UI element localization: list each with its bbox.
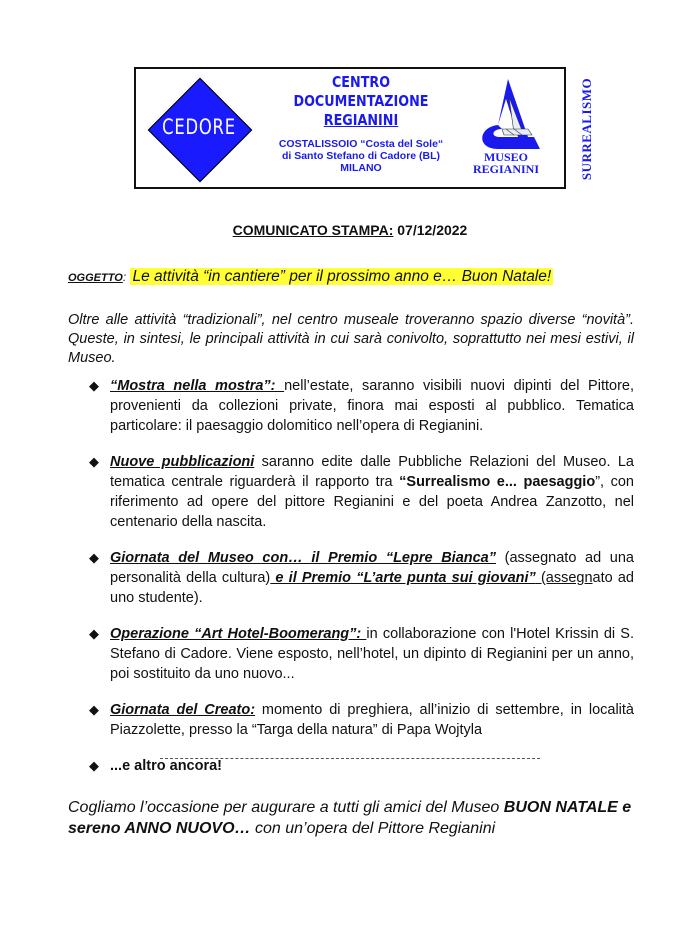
- item-lead-2: e il Premio “L’arte punta sui giovani”: [270, 570, 536, 586]
- diamond-bullet-icon: ◆: [89, 626, 99, 641]
- diamond-bullet-icon: ◆: [89, 758, 99, 773]
- list-item-giornata-creato: [88, 700, 634, 740]
- item-lead: Giornata del Museo con… il Premio “Lepre Bianca”: [110, 550, 496, 566]
- item-lead: Nuove pubblicazioni: [110, 454, 255, 470]
- list-item-pubblicazioni: [88, 452, 634, 532]
- address-line-1: COSTALISSOIO “Costa del Sole“: [278, 138, 444, 150]
- press-release-date: 07/12/2022: [397, 222, 468, 238]
- item-bold-text: ...e altro ancora!: [110, 758, 223, 774]
- closing-paragraph: [68, 797, 638, 839]
- dashed-divider: [160, 758, 540, 759]
- diamond-bullet-icon: ◆: [89, 378, 99, 393]
- item-underlined-text: (assegn: [535, 570, 593, 586]
- item-text: in collaborazione con l'Hotel Krissin di S. Stefano di Cadore. Viene esposto, nell’hotel, un dipinto di Regianini per un anno, poi sostituito da uno nuovo...: [110, 626, 634, 682]
- item-text-after: ”, con riferimento ad opere del pittore Regianini e del poeta Andrea Zanzotto, nel centenario della nascita.: [110, 474, 634, 530]
- center-title-block: [256, 73, 466, 174]
- item-lead: Giornata del Creato:: [110, 702, 256, 718]
- surrealism-triangle-icon: [468, 75, 548, 155]
- center-title-line-2: DOCUMENTAZIONE: [293, 92, 429, 110]
- museo-regianini-logo: [466, 73, 594, 185]
- item-lead: “Mostra nella mostra”:: [110, 378, 285, 394]
- press-release-label: COMUNICATO STAMPA:: [232, 222, 394, 238]
- diamond-bullet-icon: ◆: [89, 550, 99, 565]
- item-text: saranno edite dalle Pubbliche Relazioni del Museo. La tematica centrale riguarderà il rapporto tra: [110, 454, 634, 490]
- subject-colon: :: [122, 270, 127, 284]
- header-logo-banner: [134, 67, 594, 189]
- list-item-mostra: [88, 376, 634, 436]
- list-item-giornata-museo: [88, 548, 634, 608]
- museo-regianini-text: [470, 151, 542, 175]
- center-title-line-1: CENTRO: [331, 73, 391, 91]
- closing-text-1: Cogliamo l’occasione per augurare a tutti gli amici del Museo: [68, 799, 504, 816]
- item-text: momento di preghiera, all’inizio di settembre, in località Piazzolette, presso la “Targa della natura” di Papa Wojtyla: [110, 702, 634, 738]
- press-release-heading: [0, 222, 700, 238]
- item-bold-text: “Surrealismo e... paesaggio: [399, 474, 596, 490]
- cedore-logo: [148, 77, 250, 181]
- center-address: [256, 138, 466, 174]
- center-title-line-3: REGIANINI: [323, 111, 399, 129]
- item-text: nell’estate, saranno visibili nuovi dipinti del Pittore, provenienti da collezioni private, finora mai esposti al pubblico. Tematica particolare: il paesaggio dolomitico nell’opera di Regianini.: [110, 378, 634, 434]
- list-item-art-hotel: [88, 624, 634, 684]
- list-item-altro: [88, 756, 634, 776]
- museo-line-2: REGIANINI: [472, 162, 539, 176]
- subject-label: OGGETTO: [68, 272, 123, 284]
- address-line-3: MILANO: [340, 162, 382, 174]
- intro-paragraph: Oltre alle attività “tradizionali”, nel centro museale troveranno spazio diverse “novità”. Queste, in sintesi, le principali attività in cui sarà conivolto, soprattutto nei mesi estivi, il Museo.: [68, 312, 634, 366]
- museo-line-1: MUSEO: [483, 150, 528, 164]
- cedore-logo-text: CEDORE: [162, 115, 236, 139]
- activities-list: [88, 376, 634, 792]
- subject-line: [68, 268, 553, 286]
- item-text: (assegnato ad una personalità della cultura): [110, 550, 634, 586]
- closing-text-2: con un’opera del Pittore Regianini: [250, 820, 496, 837]
- diamond-bullet-icon: ◆: [89, 454, 99, 469]
- closing-greeting: BUON NATALE e sereno ANNO NUOVO…: [68, 799, 632, 837]
- item-text-after: ato ad uno studente).: [110, 570, 634, 606]
- diamond-bullet-icon: ◆: [89, 702, 99, 717]
- surrealismo-vertical-text: SURREALISMO: [579, 77, 594, 181]
- address-line-2: di Santo Stefano di Cadore (BL): [281, 150, 441, 162]
- item-lead: Operazione “Art Hotel-Boomerang”:: [110, 626, 367, 642]
- subject-text: Le attività “in cantiere” per il prossimo anno e… Buon Natale!: [132, 268, 552, 285]
